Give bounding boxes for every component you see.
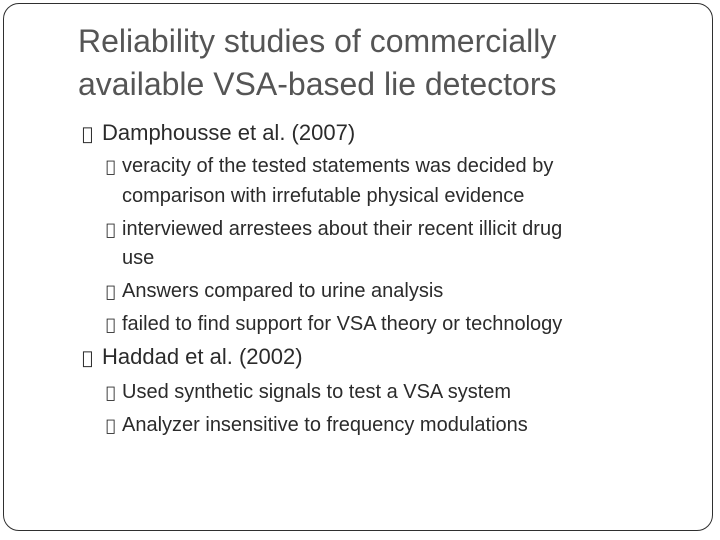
slide-title [78, 20, 678, 106]
list-item [106, 413, 528, 438]
title-line-1: Reliability studies of commercially [78, 23, 557, 59]
list-item-text: interviewed arrestees about their recent illicit drug [122, 218, 563, 240]
list-item-text: veracity of the tested statements was decided by [122, 155, 554, 177]
list-item [106, 279, 443, 304]
section-heading-text: Damphousse et al. (2007) [102, 120, 356, 145]
list-item-continuation: comparison with irrefutable physical evidence [122, 185, 525, 207]
list-item-text: Analyzer insensitive to frequency modulations [122, 414, 528, 436]
list-item-text: failed to find support for VSA theory or technology [122, 313, 563, 335]
bullet-icon [106, 155, 122, 179]
list-item [106, 154, 553, 179]
list-item-text: Used synthetic signals to test a VSA system [122, 381, 512, 403]
bullet-icon [106, 381, 122, 405]
bullet-icon [106, 313, 122, 337]
section-heading [82, 344, 303, 372]
list-item-text: Answers compared to urine analysis [122, 280, 444, 302]
list-item-continuation: use [122, 247, 155, 269]
bullet-icon [82, 122, 102, 148]
title-line-2: available VSA-based lie detectors [78, 66, 557, 102]
bullet-icon [106, 218, 122, 242]
section-heading-text: Haddad et al. (2002) [102, 344, 303, 369]
bullet-icon [106, 414, 122, 438]
section-heading [82, 120, 355, 148]
bullet-icon [82, 346, 102, 372]
list-item [106, 312, 562, 337]
bullet-icon [106, 280, 122, 304]
list-item [106, 380, 511, 405]
list-item [106, 217, 562, 242]
